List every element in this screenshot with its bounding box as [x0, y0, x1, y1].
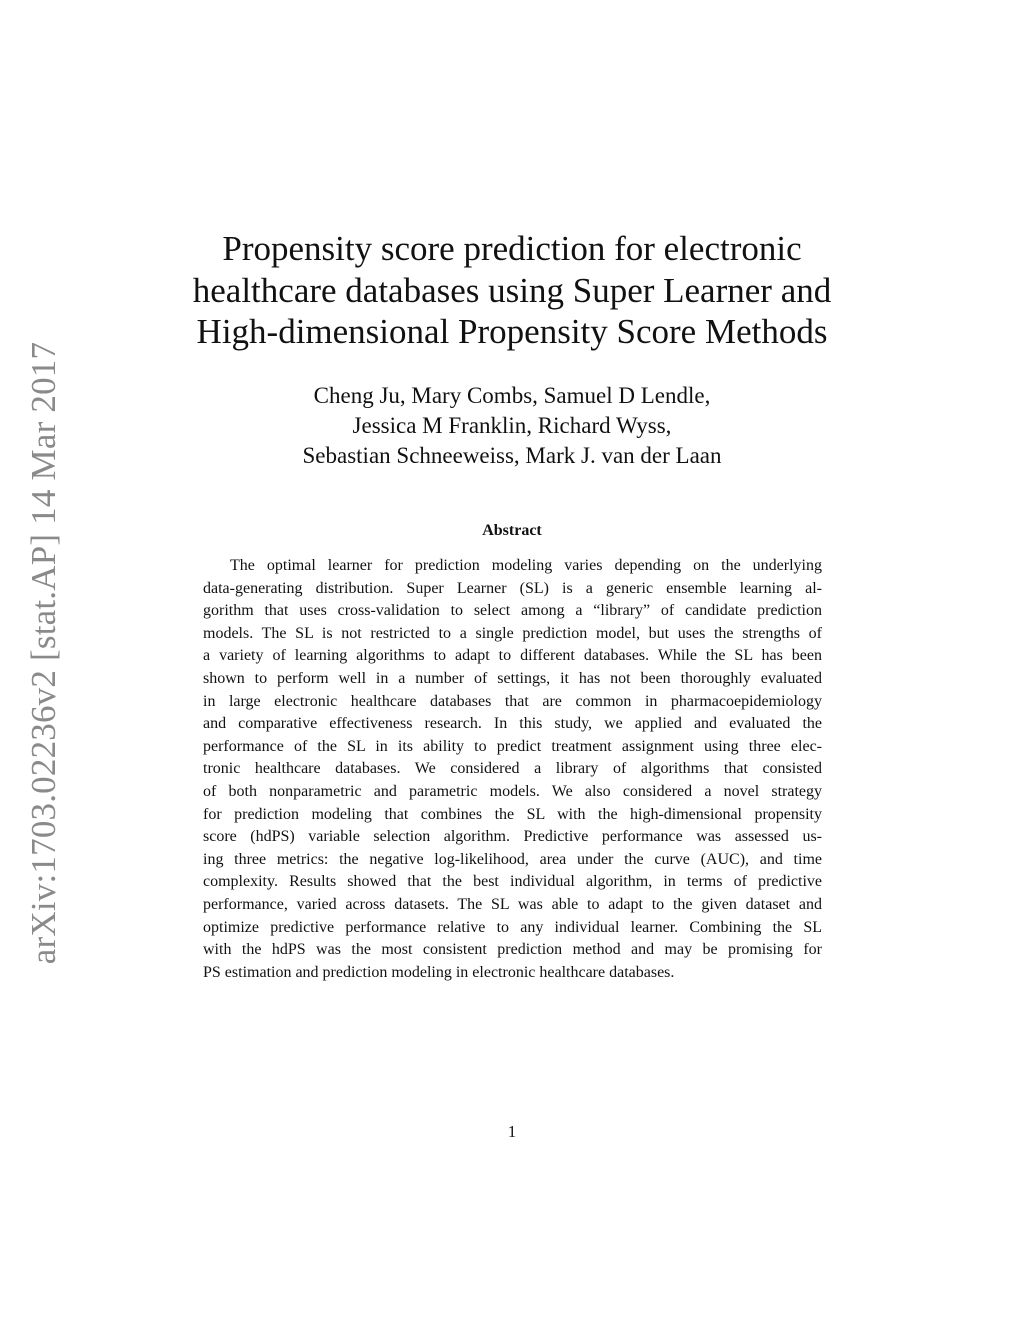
abstract-line: performance, varied across datasets. The SL was able to adapt to the given dataset and [203, 895, 822, 913]
author-line: Sebastian Schneeweiss, Mark J. van der Laan [302, 443, 722, 468]
abstract-line: with the hdPS was the most consistent prediction method and may be promising for [203, 941, 822, 959]
author-line: Cheng Ju, Mary Combs, Samuel D Lendle, [313, 383, 711, 408]
abstract-line: performance of the SL in its ability to predict treatment assignment using three elec- [203, 737, 822, 755]
abstract-line: shown to perform well in a number of settings, it has not been thoroughly evaluated [203, 669, 822, 687]
abstract-line: data-generating distribution. Super Learner (SL) is a generic ensemble learning al- [203, 579, 822, 597]
abstract-line: complexity. Results showed that the best individual algorithm, in terms of predictive [203, 873, 822, 891]
abstract-line: optimize predictive performance relative to any individual learner. Combining the SL [203, 918, 822, 936]
abstract-line: in large electronic healthcare databases that are common in pharmacoepidemiology [203, 692, 822, 710]
abstract-heading: Abstract [482, 522, 542, 539]
abstract-line: The optimal learner for prediction modeling varies depending on the underlying [230, 557, 822, 574]
title-line: healthcare databases using Super Learner and [192, 270, 832, 310]
abstract-line: a variety of learning algorithms to adapt to different databases. While the SL has been [203, 647, 822, 665]
page-number: 1 [507, 1122, 517, 1141]
abstract-line: ing three metrics: the negative log-likelihood, area under the curve (AUC), and time [203, 850, 822, 868]
abstract-line: and comparative effectiveness research. In this study, we applied and evaluated the [203, 715, 822, 733]
abstract-line: PS estimation and prediction modeling in electronic healthcare databases. [203, 963, 675, 981]
abstract-line: models. The SL is not restricted to a single prediction model, but uses the strengths of [203, 624, 822, 642]
abstract-line: tronic healthcare databases. We considered a library of algorithms that consisted [203, 760, 822, 778]
abstract-line: gorithm that uses cross-validation to select among a “library” of candidate prediction [203, 602, 822, 620]
abstract-line: score (hdPS) variable selection algorithm. Predictive performance was assessed us- [203, 828, 822, 846]
author-list [160, 381, 864, 471]
abstract-line: of both nonparametric and parametric models. We also considered a novel strategy [203, 782, 822, 800]
paper-title [160, 228, 864, 353]
title-line: Propensity score prediction for electronic [222, 229, 802, 268]
author-line: Jessica M Franklin, Richard Wyss, [352, 413, 672, 438]
arxiv-identifier-stamp: arXiv:1703.02236v2 [stat.AP] 14 Mar 2017 [24, 341, 63, 965]
abstract-body [203, 555, 822, 984]
abstract-line: for prediction modeling that combines the SL with the high-dimensional propensity [203, 805, 822, 823]
title-line: High-dimensional Propensity Score Methods [196, 312, 828, 351]
